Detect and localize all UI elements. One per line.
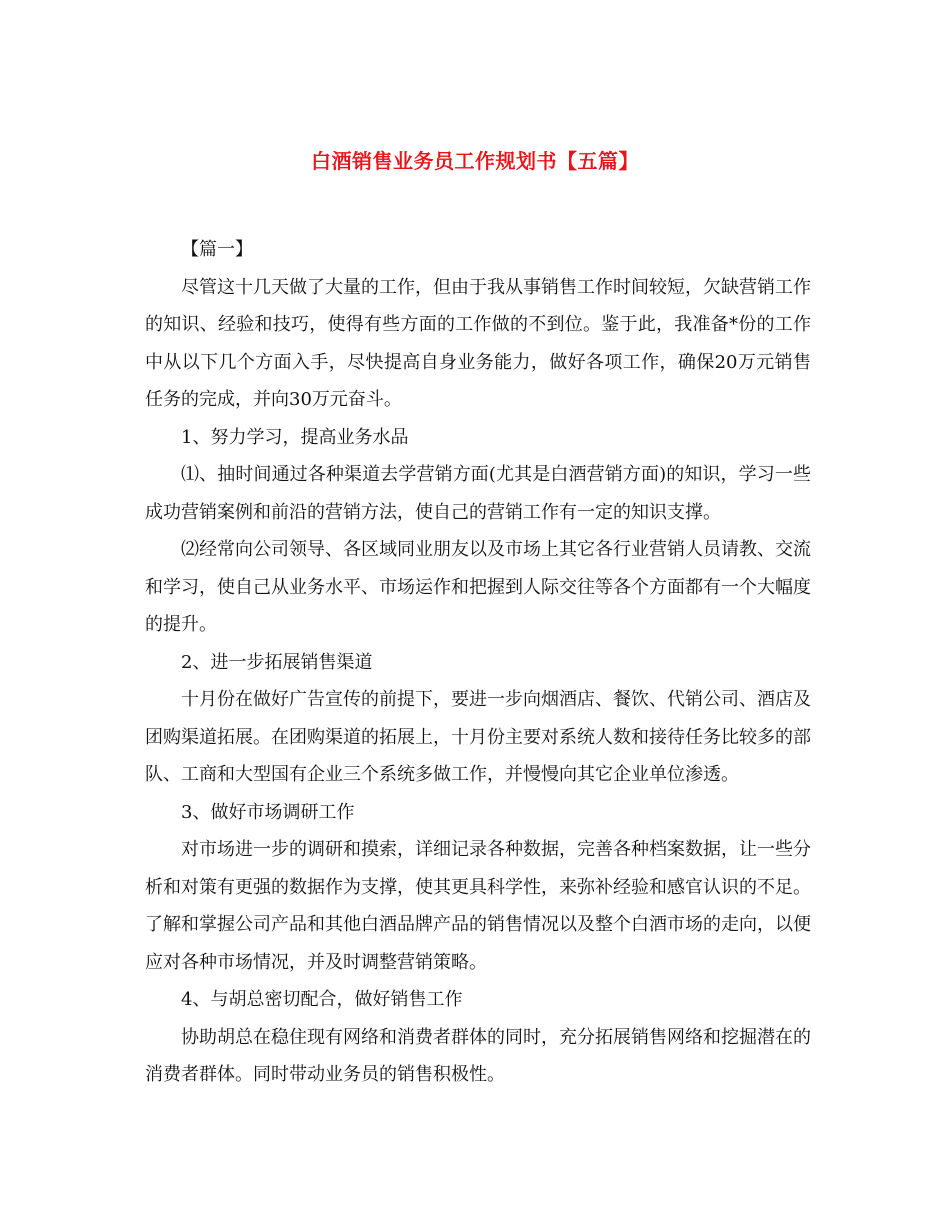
- list-item-heading: 1、努力学习，提高业务水品: [181, 426, 409, 448]
- document-body: [145, 231, 811, 1094]
- document-title: 白酒销售业务员工作规划书【五篇】: [311, 149, 639, 173]
- body-paragraph: 协助胡总在稳住现有网络和消费者群体的同时，充分拓展销售网络和挖掘潜在的消费者群体。同时带动业务员的销售积极性。: [145, 1026, 811, 1085]
- section-heading: 【篇一】: [181, 239, 253, 260]
- body-paragraph: ⑴、抽时间通过各种渠道去学营销方面(尤其是白酒营销方面)的知识，学习一些成功营销案例和前沿的营销方法，使自己的营销工作有一定的知识支撑。: [145, 464, 811, 523]
- body-paragraph: ⑵经常向公司领导、各区域同业朋友以及市场上其它各行业营销人员请教、交流和学习，使自己从业务水平、市场运作和把握到人际交往等各个方面都有一个大幅度的提升。: [145, 539, 811, 635]
- list-item-heading: 2、进一步拓展销售渠道: [181, 651, 373, 673]
- list-item-heading: 4、与胡总密切配合，做好销售工作: [181, 989, 463, 1010]
- body-paragraph: 十月份在做好广告宣传的前提下，要进一步向烟酒店、餐饮、代销公司、酒店及团购渠道拓展。在团购渠道的拓展上，十月份主要对系统人数和接待任务比较多的部队、工商和大型国有企业三个系统多做工作，并慢慢向其它企业单位渗透。: [145, 689, 811, 785]
- list-item-heading: 3、做好市场调研工作: [181, 801, 355, 823]
- body-paragraph: 对市场进一步的调研和摸索，详细记录各种数据，完善各种档案数据，让一些分析和对策有更强的数据作为支撑，使其更具科学性，来弥补经验和感官认识的不足。了解和掌握公司产品和其他白酒品牌产品的销售情况以及整个白酒市场的走向，以便应对各种市场情况，并及时调整营销策略。: [145, 839, 811, 973]
- body-paragraph: 尽管这十几天做了大量的工作，但由于我从事销售工作时间较短，欠缺营销工作的知识、经验和技巧，使得有些方面的工作做的不到位。鉴于此，我准备*份的工作中从以下几个方面入手，尽快提高自身业务能力，做好各项工作，确保20万元销售任务的完成，并向30万元奋斗。: [145, 276, 811, 410]
